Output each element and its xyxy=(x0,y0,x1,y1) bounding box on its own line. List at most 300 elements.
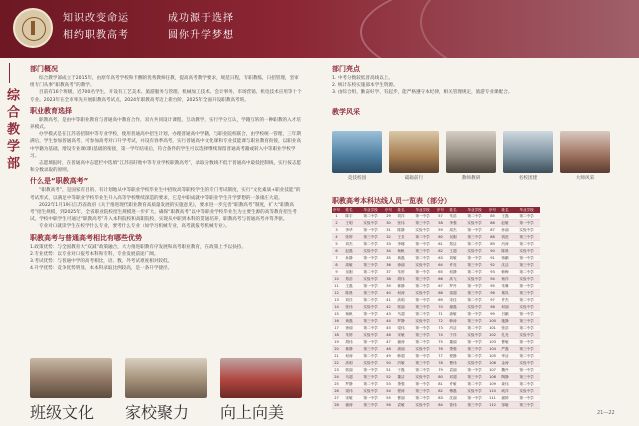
photo-forward xyxy=(389,131,439,181)
table-cell: 第三中学 xyxy=(357,234,384,241)
table-cell: 1 xyxy=(332,213,341,220)
col-header-name: 姓名 xyxy=(497,207,513,213)
overview-para-2: 目前有16个班级，近700名学生，开设有工艺美术、旅游服务与管理、机械加工技术、会计事务、市场营销、机电技术应用等十个专业。2023年在全市率先开展职教高考试点，2024年职教高考迈上新台阶，2025年全面开设职教高考班。 xyxy=(30,90,302,103)
table-cell: 实验中学 xyxy=(357,248,384,255)
table-cell: 罗丹 xyxy=(445,283,461,290)
table-cell: 76 xyxy=(436,346,445,353)
table-cell: 73 xyxy=(436,325,445,332)
col-header-name: 姓名 xyxy=(445,207,461,213)
table-cell: 24 xyxy=(332,374,341,381)
table-cell: 第一中学 xyxy=(409,381,436,388)
table-cell: 王芳 xyxy=(393,234,409,241)
feature-item: 3. 由综合组、勤奋好学、有起步，能严格遵守本纪律，相关管理规定，旅游专业课配合。 xyxy=(332,90,513,96)
table-cell: 98 xyxy=(488,304,497,311)
features-list xyxy=(332,75,612,97)
table-cell: 第一中学 xyxy=(409,353,436,360)
table-row xyxy=(332,241,540,248)
table-cell: 第二中学 xyxy=(513,269,540,276)
table-cell: 49 xyxy=(384,353,393,360)
table-cell: 第三中学 xyxy=(409,248,436,255)
table-cell: 48 xyxy=(384,346,393,353)
table-row xyxy=(332,290,540,297)
table-cell: 郑浩 xyxy=(341,276,357,283)
table-cell: 66 xyxy=(436,276,445,283)
table-cell: 第一中学 xyxy=(513,255,540,262)
table-cell: 6 xyxy=(332,248,341,255)
section-side-label xyxy=(0,88,20,208)
photo-class-culture xyxy=(30,358,112,398)
table-cell: 曹敏 xyxy=(497,339,513,346)
table-cell: 91 xyxy=(488,255,497,262)
table-cell: 85 xyxy=(488,213,497,220)
table-cell: 47 xyxy=(384,339,393,346)
table-cell: 38 xyxy=(384,276,393,283)
table-cell: 实验中学 xyxy=(461,220,488,227)
table-cell: 第三中学 xyxy=(513,234,540,241)
table-cell: 第三中学 xyxy=(461,402,488,409)
table-row xyxy=(332,367,540,374)
table-cell: 韩涛 xyxy=(445,318,461,325)
table-cell: 第二中学 xyxy=(357,381,384,388)
table-cell: 111 xyxy=(489,396,496,400)
table-cell: 92 xyxy=(488,262,497,269)
table-cell: 84 xyxy=(436,402,445,409)
table-cell: 46 xyxy=(384,332,393,339)
choice-para-2: 办学模式是在江苏省招制中等专业学校，使用普通高中招生计划，办理普通高中学籍，与职业院校联合，由学校统一管理，三年期满后，学生参加普通高考，可参加高考对口升学考试，并设有春季高考，实行普通高中文化课和专业技能课与职业教育衔接，以职业高中学籍为基础，增设专业课(课)基础的衔接，第一学年结束后，符合条件的学生可以选择继续保留普通高考籍或转入中等职业学校学习。 xyxy=(30,132,302,159)
table-cell: 7 xyxy=(332,255,341,262)
table-cell: 8 xyxy=(332,262,341,269)
table-cell: 57 xyxy=(436,213,445,220)
table-cell: 张浩 xyxy=(497,325,513,332)
table-cell: 第三中学 xyxy=(461,290,488,297)
table-row xyxy=(332,395,540,402)
table-cell: 69 xyxy=(436,297,445,304)
right-photo-strip xyxy=(332,131,617,189)
table-cell: 王磊 xyxy=(341,283,357,290)
table-cell: 高明 xyxy=(393,297,409,304)
table-cell: 高明 xyxy=(341,360,357,367)
table-cell: 79 xyxy=(436,367,445,374)
table-cell: 77 xyxy=(436,353,445,360)
table-cell: 第一中学 xyxy=(357,395,384,402)
table-cell: 97 xyxy=(488,297,497,304)
photo-competition xyxy=(332,131,382,181)
table-cell: 孙丽 xyxy=(497,227,513,234)
col-header-no: 序号 xyxy=(384,208,393,212)
table-cell: 第三中学 xyxy=(513,262,540,269)
table-cell: 邓超 xyxy=(445,374,461,381)
photo-caption: 教师教研 xyxy=(461,176,481,181)
photo-team xyxy=(503,131,553,181)
table-cell: 89 xyxy=(488,241,497,248)
table-cell: 第二中学 xyxy=(461,241,488,248)
photo-caption: 班级文化 xyxy=(30,403,95,422)
table-cell: 第二中学 xyxy=(357,297,384,304)
table-cell: 第一中学 xyxy=(409,241,436,248)
table-cell: 宋佳 xyxy=(445,297,461,304)
table-cell: 罗静 xyxy=(393,318,409,325)
table-cell: 第二中学 xyxy=(513,213,540,220)
table-cell: 曹伟 xyxy=(445,360,461,367)
table-cell: 朱婷 xyxy=(393,269,409,276)
table-cell: 102 xyxy=(489,333,496,337)
table-cell: 于磊 xyxy=(393,367,409,374)
page-number: 21—22 xyxy=(597,410,615,416)
table-cell: 45 xyxy=(384,325,393,332)
table-cell: 109 xyxy=(489,382,496,386)
table-cell: 第一中学 xyxy=(461,311,488,318)
table-cell: 张伟 xyxy=(341,304,357,311)
table-cell: 第三中学 xyxy=(357,290,384,297)
table-cell: 梁超 xyxy=(445,290,461,297)
table-cell: 64 xyxy=(436,262,445,269)
table-cell: 67 xyxy=(436,283,445,290)
col-header-no: 序号 xyxy=(436,208,445,212)
table-cell: 第三中学 xyxy=(357,318,384,325)
table-cell: 萧强 xyxy=(445,346,461,353)
col-header-name: 姓名 xyxy=(393,207,409,213)
table-cell: 78 xyxy=(436,360,445,367)
table-cell: 第一中学 xyxy=(409,325,436,332)
table-cell: 37 xyxy=(384,269,393,276)
table-row xyxy=(332,269,540,276)
table-cell: 65 xyxy=(436,269,445,276)
table-cell: 实验中学 xyxy=(357,304,384,311)
table-cell: 梁伟 xyxy=(393,325,409,332)
advantage-item: 4.升学优势：竞争优势明显，本本科录取比例较高，是一条升学捷径。 xyxy=(30,266,173,272)
table-cell: 第二中学 xyxy=(357,353,384,360)
table-cell: 孙静 xyxy=(341,255,357,262)
what-para-1: “职教高考”，是国家有目的、有计划地从中等职业学校毕业生中招收高等职校学生的专门考试制度，实行“文化素质+职业技能”的考试形式，以满足中等职业学校毕业生升入高等学校继续深造的要求，它是中职成就中等职业学生升学梦想的一条康庄大道。 xyxy=(30,188,301,201)
table-cell: 34 xyxy=(384,248,393,255)
table-cell: 黄磊 xyxy=(341,318,357,325)
table-cell: 52 xyxy=(384,374,393,381)
col-header-name: 姓名 xyxy=(341,207,357,213)
table-cell: 陶静 xyxy=(497,374,513,381)
table-cell: 106 xyxy=(489,361,496,365)
overview-para-1: 综合教学部成立于2015年，由原年高考学校和卡酬的优秀教师任教，提高高考教学要求，规范日程，专职教练，日招管理，坚审组专门从事“职教高考”的教学。 xyxy=(30,76,299,89)
table-cell: 吴刚 xyxy=(445,234,461,241)
table-cell: 58 xyxy=(436,220,445,227)
table-cell: 实验中学 xyxy=(409,227,436,234)
table-cell: 袁丽 xyxy=(445,367,461,374)
table-cell: 5 xyxy=(332,241,341,248)
table-row xyxy=(332,262,540,269)
table-cell: 实验中学 xyxy=(409,290,436,297)
table-cell: 李强 xyxy=(445,220,461,227)
table-cell: 第一中学 xyxy=(357,311,384,318)
table-cell: 第二中学 xyxy=(357,269,384,276)
table-cell: 许杰 xyxy=(497,297,513,304)
table-cell: 实验中学 xyxy=(357,332,384,339)
table-cell: 第一中学 xyxy=(461,339,488,346)
table-cell: 第一中学 xyxy=(461,255,488,262)
table-cell: 孔亮 xyxy=(497,332,513,339)
choice-para-1: 职教高考，是由中等职业教育与普通高中教育合作，双方共同设计课程，互动教学，实行学分互认，学籍互转的一种职教的入才培养模式。 xyxy=(30,117,301,131)
table-cell: 第二中学 xyxy=(513,353,540,360)
table-cell: 第三中学 xyxy=(357,262,384,269)
table-row xyxy=(332,276,540,283)
table-row xyxy=(332,255,540,262)
section-title-advantages: 职教高考与普通高考相比有哪些优势 xyxy=(30,233,142,242)
table-cell: 实验中学 xyxy=(357,388,384,395)
table-cell: 黄磊 xyxy=(393,255,409,262)
table-cell: 实验中学 xyxy=(513,227,540,234)
table-row xyxy=(332,318,540,325)
table-cell: 邹敏 xyxy=(497,402,513,409)
table-cell: 第三中学 xyxy=(409,304,436,311)
table-cell: 林静 xyxy=(341,346,357,353)
table-cell: 15 xyxy=(332,311,341,318)
table-cell: 袁敏 xyxy=(393,402,409,409)
table-cell: 曹丽 xyxy=(393,395,409,402)
table-cell: 实验中学 xyxy=(357,220,384,227)
table-cell: 杨洋 xyxy=(497,276,513,283)
table-cell: 第一中学 xyxy=(357,283,384,290)
photo-caption: 向上向美 xyxy=(220,403,285,422)
table-cell: 刘杰 xyxy=(341,241,357,248)
table-cell: 第二中学 xyxy=(513,381,540,388)
table-cell: 第二中学 xyxy=(409,311,436,318)
table-cell: 谢涛 xyxy=(393,339,409,346)
table-cell: 第一中学 xyxy=(513,283,540,290)
slogan-right-1: 成功源于选择 xyxy=(168,13,234,24)
table-cell: 10 xyxy=(332,276,341,283)
advantage-item: 3.考试优势：与普通中学的高考相比，语、数、外考试难度相对较低。 xyxy=(30,259,173,265)
side-label-text: 综合教学部 xyxy=(4,88,19,173)
table-cell: 第三中学 xyxy=(409,220,436,227)
table-cell: 实验中学 xyxy=(409,318,436,325)
table-cell: 赵磊 xyxy=(341,248,357,255)
table-cell: 112 xyxy=(489,403,496,407)
table-cell: 何静 xyxy=(445,269,461,276)
table-cell: 第二中学 xyxy=(461,353,488,360)
table-cell: 32 xyxy=(384,234,393,241)
table-cell: 沈丽 xyxy=(445,395,461,402)
table-cell: 实验中学 xyxy=(357,276,384,283)
advantage-item: 2.专业优势：以专业对口报考本科和专科，专业发展前途广阔。 xyxy=(30,251,159,257)
rank-table xyxy=(332,207,540,409)
table-cell: 第三中学 xyxy=(513,318,540,325)
table-cell: 第一中学 xyxy=(409,297,436,304)
table-cell: 第二中学 xyxy=(461,381,488,388)
table-cell: 梁伟 xyxy=(341,388,357,395)
table-cell: 实验中学 xyxy=(461,248,488,255)
col-header-school: 毕业学校 xyxy=(513,207,540,213)
table-cell: 王超 xyxy=(445,248,461,255)
table-cell: 87 xyxy=(488,227,497,234)
table-row xyxy=(332,346,540,353)
table-cell: 姜伟 xyxy=(497,381,513,388)
table-cell: 54 xyxy=(384,388,393,395)
table-cell: 第二中学 xyxy=(513,325,540,332)
table-cell: 36 xyxy=(384,262,393,269)
table-cell: 13 xyxy=(332,297,341,304)
table-cell: 第一中学 xyxy=(409,269,436,276)
table-cell: 第二中学 xyxy=(357,213,384,220)
table-cell: 100 xyxy=(489,319,496,323)
table-cell: 107 xyxy=(489,368,496,372)
table-cell: 第三中学 xyxy=(409,388,436,395)
table-cell: 19 xyxy=(332,339,341,346)
table-cell: 3 xyxy=(332,227,341,234)
table-cell: 75 xyxy=(436,339,445,346)
table-cell: 第三中学 xyxy=(409,276,436,283)
table-cell: 第二中学 xyxy=(409,255,436,262)
table-cell: 实验中学 xyxy=(357,360,384,367)
table-cell: 第三中学 xyxy=(461,318,488,325)
table-cell: 44 xyxy=(384,318,393,325)
table-cell: 18 xyxy=(332,332,341,339)
table-row xyxy=(332,283,540,290)
rank-table-title: 职教高考本科达线人员一览表（部分） xyxy=(332,197,451,205)
table-cell: 86 xyxy=(488,220,497,227)
table-cell: 25 xyxy=(332,381,341,388)
table-cell: 第三中学 xyxy=(461,234,488,241)
table-cell: 实验中学 xyxy=(513,360,540,367)
table-cell: 105 xyxy=(489,354,496,358)
table-row xyxy=(332,339,540,346)
table-cell: 第三中学 xyxy=(513,346,540,353)
photo-caption: 名校团建 xyxy=(518,176,538,181)
table-row xyxy=(332,360,540,367)
table-cell: 第二中学 xyxy=(513,241,540,248)
table-cell: 第一中学 xyxy=(357,339,384,346)
table-cell: 许敏 xyxy=(445,381,461,388)
table-cell: 35 xyxy=(384,255,393,262)
table-row xyxy=(332,353,540,360)
table-cell: 第一中学 xyxy=(461,367,488,374)
table-cell: 刘洋 xyxy=(341,297,357,304)
table-cell: 40 xyxy=(384,290,393,297)
header-banner xyxy=(0,0,639,58)
photo-caption: 砥砺前行 xyxy=(404,176,424,181)
table-cell: 实验中学 xyxy=(513,276,540,283)
table-row xyxy=(332,388,540,395)
table-cell: 宋敏 xyxy=(341,395,357,402)
table-cell: 何涛 xyxy=(393,290,409,297)
table-cell: 12 xyxy=(332,290,341,297)
table-cell: 第一中学 xyxy=(513,395,540,402)
table-cell: 王磊 xyxy=(497,213,513,220)
table-cell: 83 xyxy=(436,395,445,402)
table-cell: 62 xyxy=(436,248,445,255)
table-cell: 谢婷 xyxy=(497,395,513,402)
col-header-no: 序号 xyxy=(488,208,497,212)
table-cell: 第三中学 xyxy=(357,402,384,409)
table-cell: 何丽 xyxy=(497,304,513,311)
photo-caption: 家校聚力 xyxy=(125,403,190,422)
table-cell: 实验中学 xyxy=(513,388,540,395)
table-cell: 周杰 xyxy=(445,227,461,234)
table-row xyxy=(332,332,540,339)
table-cell: 杨帆 xyxy=(341,311,357,318)
table-cell: 80 xyxy=(436,374,445,381)
table-cell: 林静 xyxy=(393,283,409,290)
table-cell: 60 xyxy=(436,234,445,241)
col-header-no: 序号 xyxy=(332,208,341,212)
table-cell: 施静 xyxy=(497,318,513,325)
table-cell: 实验中学 xyxy=(409,262,436,269)
table-cell: 59 xyxy=(436,227,445,234)
table-cell: 第三中学 xyxy=(461,346,488,353)
table-cell: 108 xyxy=(489,375,496,379)
table-cell: 陈静 xyxy=(393,227,409,234)
table-cell: 实验中学 xyxy=(513,332,540,339)
table-cell: 第一中学 xyxy=(513,311,540,318)
table-cell: 68 xyxy=(436,290,445,297)
table-cell: 赵敏 xyxy=(497,220,513,227)
section-title-features: 部门亮点 xyxy=(332,65,360,73)
table-cell: 马超 xyxy=(341,374,357,381)
table-cell: 程涛 xyxy=(393,388,409,395)
table-cell: 萧强 xyxy=(393,381,409,388)
table-cell: 第二中学 xyxy=(461,297,488,304)
table-cell: 70 xyxy=(436,304,445,311)
table-cell: 第二中学 xyxy=(461,213,488,220)
table-cell: 实验中学 xyxy=(409,402,436,409)
advantage-item: 1.政策优势：与全国教育大“双减”政策融合，大力推进职教有序发展和高考职业教育，在政策上予以扶持。 xyxy=(30,244,246,250)
table-cell: 实验中学 xyxy=(461,360,488,367)
what-closing: 专业对口就读学生在校学什么专业，要考什么专业（如学习机械专业，高考就报考机械专业）。 xyxy=(39,224,230,230)
table-cell: 104 xyxy=(489,347,496,351)
table-cell: 于洋 xyxy=(445,332,461,339)
table-cell: 43 xyxy=(384,311,393,318)
table-cell: 董丽 xyxy=(445,339,461,346)
photo-upward xyxy=(220,358,302,398)
table-cell: 金涛 xyxy=(497,360,513,367)
table-cell: 99 xyxy=(488,311,497,318)
table-cell: 第三中学 xyxy=(357,374,384,381)
table-cell: 101 xyxy=(489,326,496,330)
table-cell: 第三中学 xyxy=(461,262,488,269)
table-cell: 第一中学 xyxy=(461,395,488,402)
table-cell: 63 xyxy=(436,255,445,262)
table-cell: 第二中学 xyxy=(409,367,436,374)
table-cell: 朱琳 xyxy=(497,283,513,290)
table-cell: 第三中学 xyxy=(513,290,540,297)
table-cell: 95 xyxy=(488,283,497,290)
table-cell: 9 xyxy=(332,269,341,276)
table-cell: 第三中学 xyxy=(357,346,384,353)
table-cell: 23 xyxy=(332,367,341,374)
table-cell: 103 xyxy=(489,340,496,344)
photo-caption: 大师风采 xyxy=(575,176,595,181)
advantages-list xyxy=(30,244,302,273)
col-header-school: 毕业学校 xyxy=(461,207,488,213)
table-cell: 4 xyxy=(332,234,341,241)
table-cell: 程静 xyxy=(445,353,461,360)
photo-home-school xyxy=(125,358,207,398)
choice-para-3: 志愿填报时，在普通高中志愿栏中选填“江苏省盱眙中等专业学校职教高考”，录取分数线不低于普通高中最低控制线，实行按志愿和分数录取的原则。 xyxy=(30,161,302,174)
table-cell: 53 xyxy=(384,381,393,388)
table-cell: 实验中学 xyxy=(409,374,436,381)
table-row xyxy=(332,374,540,381)
table-cell: 第三中学 xyxy=(409,332,436,339)
table-cell: 华洁 xyxy=(497,353,513,360)
table-cell: 实验中学 xyxy=(461,276,488,283)
table-cell: 第二中学 xyxy=(513,297,540,304)
table-cell: 39 xyxy=(384,283,393,290)
table-cell: 110 xyxy=(489,389,496,393)
table-cell: 戚洋 xyxy=(497,388,513,395)
photo-caption: 竞技校园 xyxy=(347,176,367,181)
table-cell: 陈晨 xyxy=(341,290,357,297)
table-cell: 高飞 xyxy=(445,276,461,283)
table-row xyxy=(332,227,540,234)
table-cell: 郭丽 xyxy=(393,304,409,311)
table-cell: 实验中学 xyxy=(409,346,436,353)
